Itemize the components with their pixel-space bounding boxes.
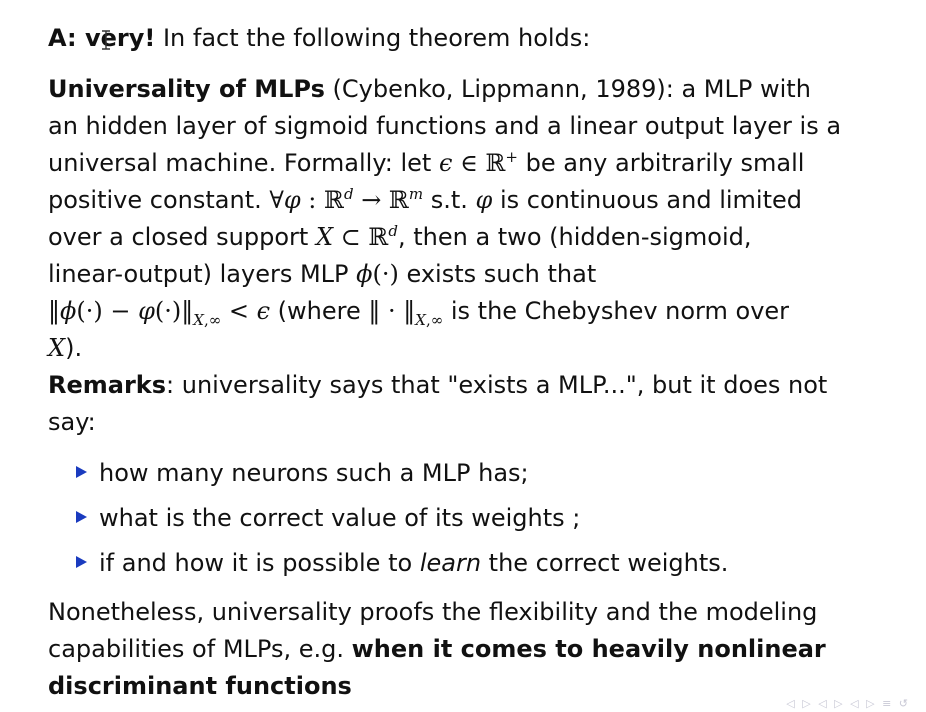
- mapping-formula: ∀φ : ℝ$^d$ → ℝ$^m$: [269, 185, 424, 214]
- beamer-nav-controls[interactable]: [786, 697, 910, 710]
- list-item: how many neurons such a MLP has;: [76, 451, 878, 496]
- theorem-title: Universality of MLPs: [48, 75, 325, 103]
- theorem-line-2: an hidden layer of sigmoid functions and a linear output layer is a: [48, 112, 842, 140]
- support-formula: X ⊂ ℝ$^d$: [315, 222, 398, 251]
- bullet-triangle-icon: [76, 556, 87, 568]
- conclusion-line-1: Nonetheless, universality proofs the flexibility and the modeling: [48, 598, 818, 626]
- phi-symbol: φ: [475, 186, 493, 214]
- remarks-list: [48, 451, 878, 586]
- conclusion-emphasis-2: discriminant functions: [48, 672, 352, 700]
- text-cursor-icon: [101, 30, 111, 50]
- remarks-block: [48, 367, 878, 586]
- nav-frame-icon[interactable]: ◁ ▷: [818, 697, 845, 710]
- theorem-block: Universality of MLPs (Cybenko, Lippmann, 1989): a MLP with an hidden layer of sigmoid functions and a linear output layer is a universal machine. Formally: let ϵ ∈ ℝ+ be any arbitrarily small positive constant. ∀φ : ℝ$^d$ → ℝ$^m$ s.t. φ is continuous and limited over a closed support X ⊂ ℝ$^d$, then a two (hidden-sigmoid, linear-output) layers MLP ϕ(·) exists such that ‖ϕ(·) − $\varphi(\cdot)‖_{X,\infty} < \epsilon$ (where ‖ · $‖_{X,\infty}$ is the Chebyshev norm over X).: [48, 71, 878, 367]
- norm-symbol: ‖ · $‖_{X,\infty}$: [368, 297, 444, 329]
- remarks-text: : universality says that "exists a MLP...", but it does not: [166, 371, 828, 399]
- bullet-triangle-icon: [76, 511, 87, 523]
- nav-section-icon[interactable]: ◁ ▷: [850, 697, 877, 710]
- bullet-triangle-icon: [76, 466, 87, 478]
- remarks-title: Remarks: [48, 371, 167, 399]
- answer-text: A: very!: [48, 24, 156, 52]
- list-item: if and how it is possible to learn the correct weights.: [76, 541, 878, 586]
- conclusion-block: Nonetheless, universality proofs the flexibility and the modeling capabilities of MLPs, e.g. when it comes to heavily nonlinear discriminant functions: [48, 594, 878, 705]
- mlp-formula: ϕ(·): [356, 260, 399, 288]
- remarks-text-2: say:: [48, 408, 96, 436]
- epsilon-formula: ϵ ∈ ℝ+: [438, 148, 518, 177]
- nav-prev-icon[interactable]: ◁ ▷: [786, 697, 813, 710]
- theorem-citation: (Cybenko, Lippmann, 1989): a MLP with: [324, 75, 811, 103]
- intro-text: In fact the following theorem holds:: [155, 24, 591, 52]
- list-item: what is the correct value of its weights ;: [76, 496, 878, 541]
- nav-search-icon[interactable]: ↺: [898, 697, 910, 710]
- x-symbol: X: [48, 334, 66, 362]
- nav-align-icon[interactable]: ≡: [882, 697, 894, 710]
- slide-content: [48, 20, 878, 705]
- conclusion-emphasis: when it comes to heavily nonlinear: [351, 635, 826, 663]
- norm-formula: ‖ϕ(·) − $\varphi(\cdot)‖_{X,\infty} < \epsilon$: [48, 297, 271, 329]
- intro-line: [48, 20, 878, 57]
